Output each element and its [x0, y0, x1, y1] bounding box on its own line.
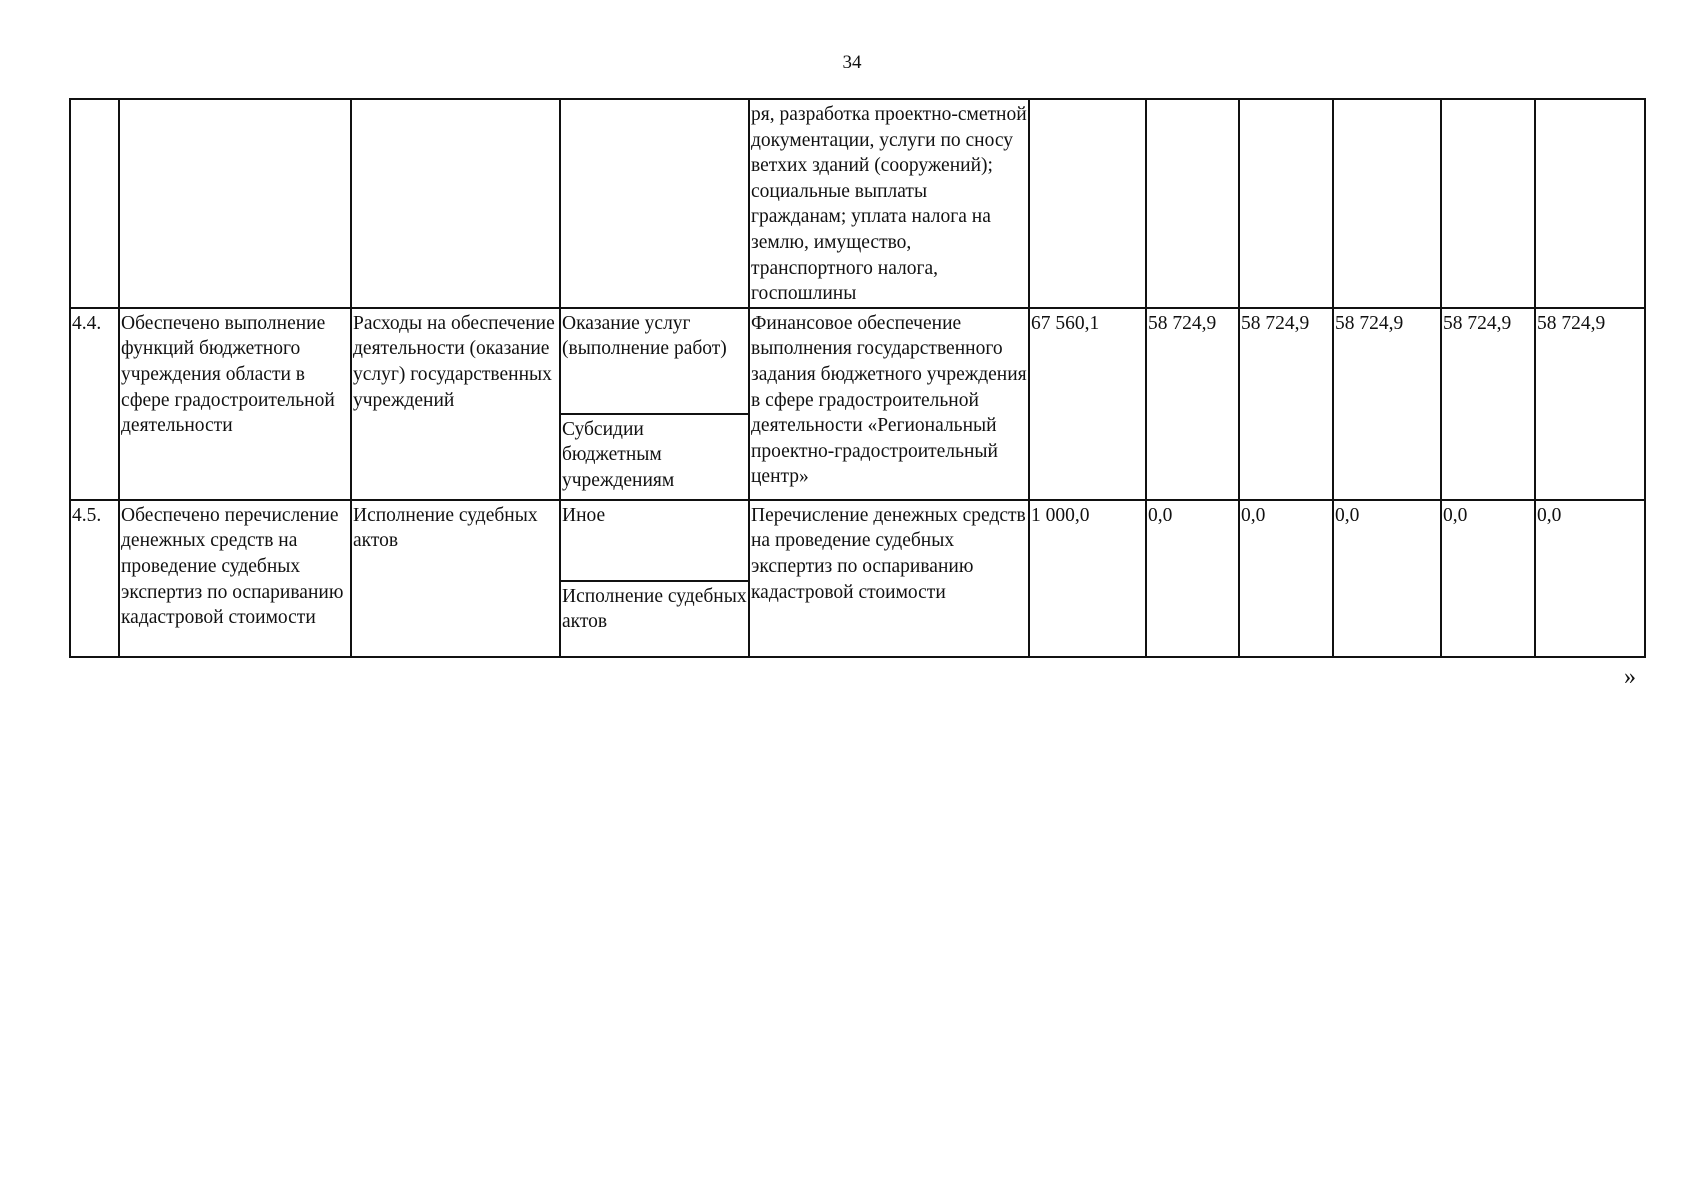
- value-cell: 0,0: [1333, 500, 1441, 657]
- value-cell: 58 724,9: [1146, 308, 1239, 500]
- description-cell: Перечисление денежных средств на проведение судебных экспертиз по оспариванию кадастровой стоимости: [749, 500, 1029, 657]
- result-cell: Обеспечено перечисление денежных средств на проведение судебных экспертиз по оспариванию кадастровой стоимости: [119, 500, 351, 657]
- value-cell: 58 724,9: [1333, 308, 1441, 500]
- direction-cell: Оказание услуг (выполнение работ): [560, 308, 749, 414]
- value-cell: 67 560,1: [1029, 308, 1146, 500]
- value-cell: 0,0: [1535, 500, 1645, 657]
- value-cell: 58 724,9: [1535, 308, 1645, 500]
- closing-quote-mark: »: [1624, 664, 1636, 690]
- description-cell: Финансовое обеспечение выполнения государственного задания бюджетного учреждения в сфере градостроительной деятельности «Региональный проектно-градостроительный центр»: [749, 308, 1029, 500]
- direction-cell: [560, 99, 749, 308]
- page-number: 34: [842, 52, 862, 73]
- number-cell: 4.5.: [70, 500, 119, 657]
- direction-cell: Субсидии бюджетным учреждениям: [560, 414, 749, 500]
- value-cell: 58 724,9: [1239, 308, 1333, 500]
- value-cell: [1029, 99, 1146, 308]
- value-cell: [1333, 99, 1441, 308]
- value-cell: 58 724,9: [1441, 308, 1535, 500]
- value-cell: 0,0: [1441, 500, 1535, 657]
- table-row-4-5: [70, 500, 1645, 581]
- value-cell: [1441, 99, 1535, 308]
- direction-cell: Иное: [560, 500, 749, 581]
- budget-table: [69, 98, 1646, 658]
- expense-type-cell: Расходы на обеспечение деятельности (оказание услуг) государственных учреждений: [351, 308, 560, 500]
- value-cell: 0,0: [1239, 500, 1333, 657]
- value-cell: 0,0: [1146, 500, 1239, 657]
- table-row-4-4: [70, 308, 1645, 414]
- result-cell: Обеспечено выполнение функций бюджетного учреждения области в сфере градостроительной деятельности: [119, 308, 351, 500]
- description-cell: ря, разработка проектно-сметной документации, услуги по сносу ветхих зданий (сооружений); социальные выплаты гражданам; уплата налога на землю, имущество, транспортного налога, госпошлины: [749, 99, 1029, 308]
- value-cell: [1146, 99, 1239, 308]
- expense-type-cell: [351, 99, 560, 308]
- value-cell: 1 000,0: [1029, 500, 1146, 657]
- number-cell: [70, 99, 119, 308]
- result-cell: [119, 99, 351, 308]
- expense-type-cell: Исполнение судебных актов: [351, 500, 560, 657]
- direction-cell: Исполнение судебных актов: [560, 581, 749, 657]
- value-cell: [1239, 99, 1333, 308]
- number-cell: 4.4.: [70, 308, 119, 500]
- table-row: [70, 99, 1645, 308]
- value-cell: [1535, 99, 1645, 308]
